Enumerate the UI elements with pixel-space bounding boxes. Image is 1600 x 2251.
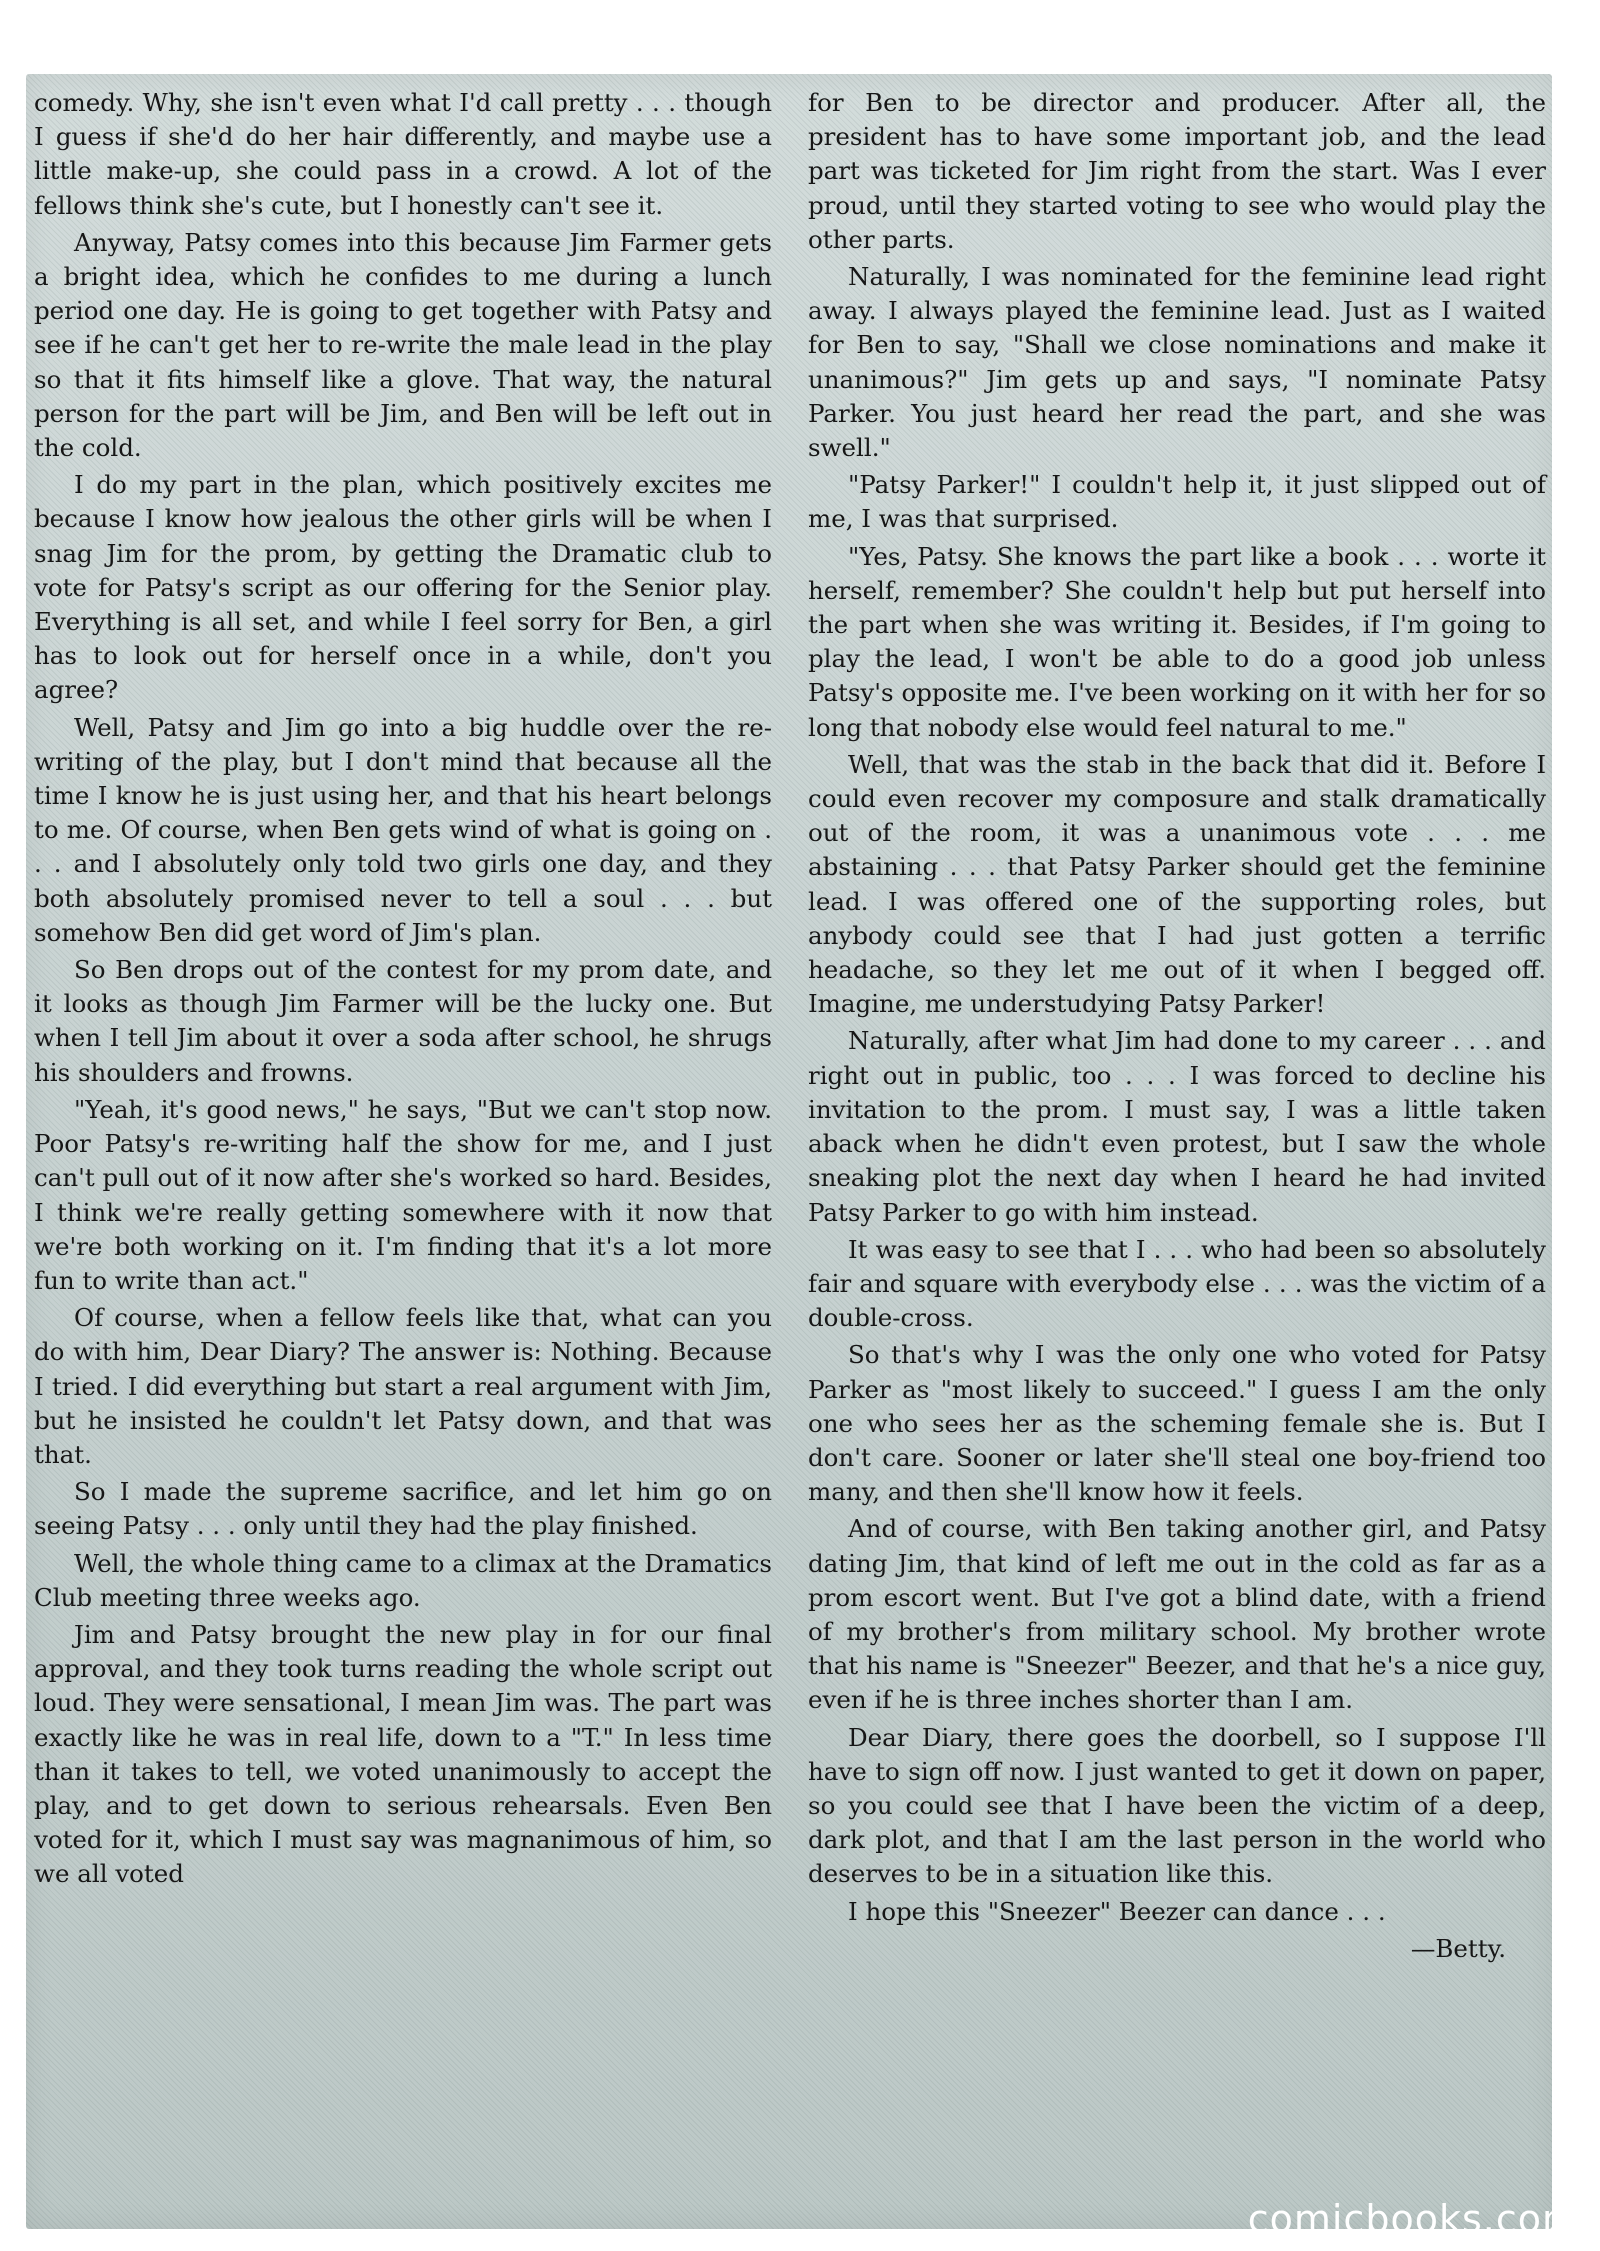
paragraph: comedy. Why, she isn't even what I'd call pretty . . . though I guess if she'd do her hair differently, and maybe use a little make-up, she could pass in a crowd. A lot of the fellows think she's cute, but I honestly can't see it. xyxy=(34,88,772,220)
paragraph: Dear Diary, there goes the doorbell, so I suppose I'll have to sign off now. I just wanted to get it down on paper, so you could see that I have been the victim of a deep, dark plot, and that I am the last person in the world who deserves to be in a situation like this. xyxy=(808,1722,1546,1889)
paragraph: Well, that was the stab in the back that did it. Before I could even recover my composure and stalk dramatically out of the room, it was a unanimous vote . . . me abstaining . . . that Patsy Parker should get the feminine lead. I was offered one of the supporting roles, but anybody could see that I had just gotten a terrific headache, so they let me out of it when I begged off. Imagine, me understudying Patsy Parker! xyxy=(808,749,1546,1019)
paragraph: So Ben drops out of the contest for my prom date, and it looks as though Jim Farmer will be the lucky one. But when I tell Jim about it over a soda after school, he shrugs his shoulders and frowns. xyxy=(34,955,772,1087)
paragraph: Naturally, I was nominated for the feminine lead right away. I always played the feminine lead. Just as I waited for Ben to say, "Shall we close nominations and make it unanimous?" Jim gets up and says, "I nominate Patsy Parker. You just heard her read the part, and she was swell." xyxy=(808,262,1546,463)
paragraph: And of course, with Ben taking another girl, and Patsy dating Jim, that kind of left me out in the cold as far as a prom escort went. But I've got a blind date, with a friend of my brother's from military school. My brother wrote that his name is "Sneezer" Beezer, and that he's a nice guy, even if he is three inches shorter than I am. xyxy=(808,1514,1546,1715)
paragraph: I hope this "Sneezer" Beezer can dance . . . xyxy=(848,1896,1386,1926)
right-text-column xyxy=(808,86,1546,1969)
paragraph: for Ben to be director and producer. After all, the president has to have some important job, and the lead part was ticketed for Jim right from the start. Was I ever proud, until they started voting to see who would play the other parts. xyxy=(808,88,1546,254)
paragraph: I do my part in the plan, which positively excites me because I know how jealous the other girls will be when I snag Jim for the prom, by getting the Dramatic club to vote for Patsy's script as our offering for the Senior play. Everything is all set, and while I feel sorry for Ben, a girl has to look out for herself once in a while, don't you agree? xyxy=(34,470,772,705)
paragraph: Of course, when a fellow feels like that, what can you do with him, Dear Diary? The answer is: Nothing. Because I tried. I did everything but start a real argument with Jim, but he insisted he couldn't let Patsy down, and that was that. xyxy=(34,1303,772,1469)
paragraph: Well, Patsy and Jim go into a big huddle over the re-writing of the play, but I don't mind that because all the time I know he is just using her, and that his heart belongs to me. Of course, when Ben gets wind of what is going on . . . and I absolutely only told two girls one day, and they both absolutely promised never to tell a soul . . . but somehow Ben did get word of Jim's plan. xyxy=(34,712,772,947)
paragraph: So that's why I was the only one who voted for Patsy Parker as "most likely to succeed." I guess I am the only one who sees her as the scheming female she is. But I don't care. Sooner or later she'll steal one boy-friend too many, and then she'll know how it feels. xyxy=(808,1340,1546,1507)
paragraph: Jim and Patsy brought the new play in for our final approval, and they took turns reading the whole script out loud. They were sensational, I mean Jim was. The part was exactly like he was in real life, down to a "T." In less time than it takes to tell, we voted unanimously to accept the play, and to get down to serious rehearsals. Even Ben voted for it, which I must say was magnanimous of him, so we all voted xyxy=(34,1619,772,1889)
site-watermark: comicbooks.com xyxy=(1247,2197,1580,2241)
paragraph: Naturally, after what Jim had done to my career . . . and right out in public, too . . . I was forced to decline his invitation to the prom. I must say, I was a little taken aback when he didn't even protest, but I saw the whole sneaking plot the next day when I heard he had invited Patsy Parker to go with him instead. xyxy=(808,1026,1546,1227)
paragraph: "Yes, Patsy. She knows the part like a book . . . worte it herself, remember? She couldn't help but put herself into the part when she was writing it. Besides, if I'm going to play the lead, I won't be able to do a good job unless Patsy's opposite me. I've been working on it with her for so long that nobody else would feel natural to me." xyxy=(808,541,1546,742)
paragraph: "Patsy Parker!" I couldn't help it, it just slipped out of me, I was that surprised. xyxy=(808,470,1546,534)
signature: —Betty. xyxy=(1410,1933,1506,1963)
paragraph: Anyway, Patsy comes into this because Jim Farmer gets a bright idea, which he confides to me during a lunch period one day. He is going to get together with Patsy and see if he can't get her to re-write the male lead in the play so that it fits himself like a glove. That way, the natural person for the part will be Jim, and Ben will be left out in the cold. xyxy=(34,227,772,463)
paragraph: So I made the supreme sacrifice, and let him go on seeing Patsy . . . only until they had the play finished. xyxy=(34,1477,772,1541)
left-text-column xyxy=(34,86,772,1895)
paragraph: Well, the whole thing came to a climax at the Dramatics Club meeting three weeks ago. xyxy=(34,1548,772,1612)
paragraph: It was easy to see that I . . . who had been so absolutely fair and square with everybody else . . . was the victim of a double-cross. xyxy=(808,1234,1546,1333)
paragraph: "Yeah, it's good news," he says, "But we can't stop now. Poor Patsy's re-writing half the show for me, and I just can't pull out of it now after she's worked so hard. Besides, I think we're really getting somewhere with it now that we're both working on it. I'm finding that it's a lot more fun to write than act." xyxy=(34,1094,772,1295)
